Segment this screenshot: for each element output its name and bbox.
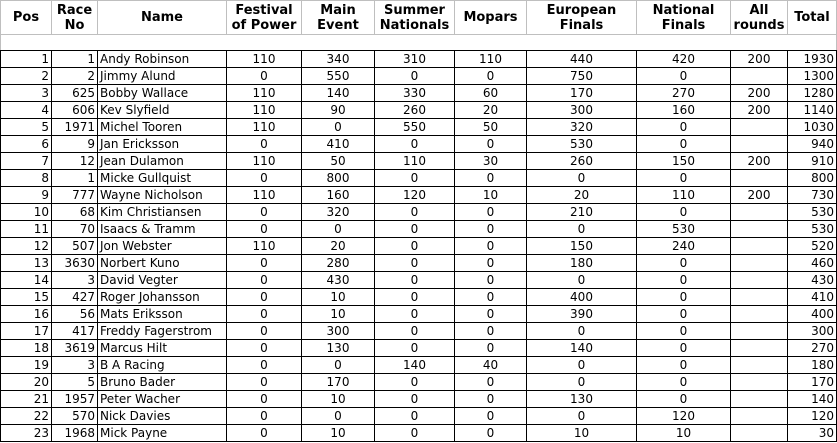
cell-total: 430 — [788, 272, 837, 289]
cell-name: David Vegter — [98, 272, 227, 289]
table-row — [1, 85, 837, 102]
cell-summer-nationals: 0 — [375, 255, 455, 272]
cell-festival-of-power: 0 — [227, 272, 302, 289]
cell-national-finals: 0 — [637, 357, 731, 374]
header-race-no: Race No — [52, 1, 98, 35]
cell-mopars: 0 — [455, 374, 527, 391]
cell-european-finals: 440 — [527, 51, 637, 68]
cell-main-event: 410 — [302, 136, 375, 153]
cell-european-finals: 260 — [527, 153, 637, 170]
cell-pos: 3 — [1, 85, 52, 102]
cell-total: 1140 — [788, 102, 837, 119]
cell-total: 530 — [788, 221, 837, 238]
cell-national-finals: 0 — [637, 68, 731, 85]
cell-national-finals: 240 — [637, 238, 731, 255]
cell-name: Andy Robinson — [98, 51, 227, 68]
cell-total: 1300 — [788, 68, 837, 85]
cell-total: 1930 — [788, 51, 837, 68]
cell-pos: 13 — [1, 255, 52, 272]
cell-european-finals: 140 — [527, 340, 637, 357]
cell-pos: 15 — [1, 289, 52, 306]
header-name: Name — [98, 1, 227, 35]
cell-main-event: 10 — [302, 425, 375, 442]
cell-summer-nationals: 0 — [375, 323, 455, 340]
cell-name: Nick Davies — [98, 408, 227, 425]
cell-race-no: 68 — [52, 204, 98, 221]
cell-race-no: 1 — [52, 170, 98, 187]
cell-name: Isaacs & Tramm — [98, 221, 227, 238]
cell-race-no: 2 — [52, 68, 98, 85]
cell-mopars: 0 — [455, 323, 527, 340]
cell-main-event: 20 — [302, 238, 375, 255]
cell-name: Kev Slyfield — [98, 102, 227, 119]
cell-summer-nationals: 0 — [375, 408, 455, 425]
cell-all-rounds — [731, 204, 788, 221]
cell-main-event: 50 — [302, 153, 375, 170]
cell-all-rounds: 200 — [731, 153, 788, 170]
cell-summer-nationals: 550 — [375, 119, 455, 136]
cell-summer-nationals: 0 — [375, 68, 455, 85]
cell-summer-nationals: 0 — [375, 425, 455, 442]
header-total: Total — [788, 1, 837, 35]
cell-national-finals: 0 — [637, 374, 731, 391]
cell-pos: 23 — [1, 425, 52, 442]
cell-race-no: 570 — [52, 408, 98, 425]
cell-name: Jean Dulamon — [98, 153, 227, 170]
cell-all-rounds — [731, 408, 788, 425]
cell-total: 1030 — [788, 119, 837, 136]
header-festival-of-power: Festival of Power — [227, 1, 302, 35]
cell-race-no: 9 — [52, 136, 98, 153]
header-main-event: Main Event — [302, 1, 375, 35]
header-european-finals: European Finals — [527, 1, 637, 35]
cell-all-rounds — [731, 255, 788, 272]
cell-european-finals: 180 — [527, 255, 637, 272]
cell-national-finals: 0 — [637, 170, 731, 187]
cell-mopars: 0 — [455, 238, 527, 255]
cell-all-rounds: 200 — [731, 187, 788, 204]
cell-name: Jon Webster — [98, 238, 227, 255]
cell-main-event: 550 — [302, 68, 375, 85]
cell-all-rounds — [731, 306, 788, 323]
cell-all-rounds — [731, 425, 788, 442]
cell-total: 300 — [788, 323, 837, 340]
cell-european-finals: 150 — [527, 238, 637, 255]
cell-mopars: 0 — [455, 204, 527, 221]
cell-national-finals: 110 — [637, 187, 731, 204]
cell-name: Kim Christiansen — [98, 204, 227, 221]
table-row — [1, 136, 837, 153]
cell-european-finals: 20 — [527, 187, 637, 204]
cell-main-event: 340 — [302, 51, 375, 68]
table-row — [1, 170, 837, 187]
cell-pos: 22 — [1, 408, 52, 425]
cell-pos: 4 — [1, 102, 52, 119]
header-mopars: Mopars — [455, 1, 527, 35]
cell-total: 180 — [788, 357, 837, 374]
cell-festival-of-power: 110 — [227, 85, 302, 102]
table-row — [1, 306, 837, 323]
cell-summer-nationals: 140 — [375, 357, 455, 374]
table-row — [1, 102, 837, 119]
cell-total: 940 — [788, 136, 837, 153]
cell-pos: 18 — [1, 340, 52, 357]
cell-mopars: 0 — [455, 289, 527, 306]
cell-mopars: 0 — [455, 221, 527, 238]
cell-festival-of-power: 0 — [227, 374, 302, 391]
cell-race-no: 606 — [52, 102, 98, 119]
table-row — [1, 153, 837, 170]
cell-summer-nationals: 0 — [375, 374, 455, 391]
cell-european-finals: 0 — [527, 408, 637, 425]
cell-national-finals: 0 — [637, 340, 731, 357]
cell-national-finals: 10 — [637, 425, 731, 442]
cell-total: 400 — [788, 306, 837, 323]
table-row — [1, 255, 837, 272]
cell-name: Bobby Wallace — [98, 85, 227, 102]
cell-summer-nationals: 0 — [375, 221, 455, 238]
cell-festival-of-power: 110 — [227, 238, 302, 255]
cell-summer-nationals: 0 — [375, 136, 455, 153]
cell-mopars: 40 — [455, 357, 527, 374]
cell-pos: 20 — [1, 374, 52, 391]
cell-main-event: 10 — [302, 289, 375, 306]
cell-main-event: 90 — [302, 102, 375, 119]
cell-mopars: 10 — [455, 187, 527, 204]
cell-festival-of-power: 0 — [227, 68, 302, 85]
cell-festival-of-power: 110 — [227, 119, 302, 136]
cell-name: Marcus Hilt — [98, 340, 227, 357]
cell-national-finals: 120 — [637, 408, 731, 425]
cell-national-finals: 530 — [637, 221, 731, 238]
cell-all-rounds — [731, 340, 788, 357]
cell-mopars: 0 — [455, 136, 527, 153]
cell-all-rounds — [731, 119, 788, 136]
cell-summer-nationals: 110 — [375, 153, 455, 170]
cell-main-event: 10 — [302, 391, 375, 408]
cell-festival-of-power: 0 — [227, 340, 302, 357]
cell-national-finals: 150 — [637, 153, 731, 170]
cell-total: 530 — [788, 204, 837, 221]
cell-main-event: 10 — [302, 306, 375, 323]
cell-festival-of-power: 0 — [227, 425, 302, 442]
cell-race-no: 1968 — [52, 425, 98, 442]
cell-name: Roger Johansson — [98, 289, 227, 306]
cell-total: 170 — [788, 374, 837, 391]
cell-race-no: 1 — [52, 51, 98, 68]
cell-festival-of-power: 110 — [227, 153, 302, 170]
cell-mopars: 0 — [455, 340, 527, 357]
cell-pos: 11 — [1, 221, 52, 238]
cell-summer-nationals: 120 — [375, 187, 455, 204]
cell-pos: 8 — [1, 170, 52, 187]
cell-european-finals: 130 — [527, 391, 637, 408]
cell-all-rounds — [731, 136, 788, 153]
cell-all-rounds: 200 — [731, 51, 788, 68]
cell-mopars: 0 — [455, 425, 527, 442]
table-row — [1, 68, 837, 85]
cell-summer-nationals: 0 — [375, 170, 455, 187]
cell-all-rounds — [731, 357, 788, 374]
cell-european-finals: 0 — [527, 221, 637, 238]
cell-race-no: 12 — [52, 153, 98, 170]
cell-european-finals: 210 — [527, 204, 637, 221]
cell-main-event: 140 — [302, 85, 375, 102]
cell-pos: 9 — [1, 187, 52, 204]
cell-european-finals: 0 — [527, 170, 637, 187]
cell-festival-of-power: 0 — [227, 391, 302, 408]
cell-pos: 19 — [1, 357, 52, 374]
header-pos: Pos — [1, 1, 52, 35]
cell-main-event: 320 — [302, 204, 375, 221]
cell-festival-of-power: 0 — [227, 221, 302, 238]
cell-all-rounds — [731, 323, 788, 340]
cell-mopars: 50 — [455, 119, 527, 136]
cell-pos: 2 — [1, 68, 52, 85]
cell-main-event: 280 — [302, 255, 375, 272]
cell-all-rounds — [731, 272, 788, 289]
cell-all-rounds — [731, 238, 788, 255]
cell-national-finals: 0 — [637, 119, 731, 136]
cell-festival-of-power: 0 — [227, 306, 302, 323]
cell-total: 910 — [788, 153, 837, 170]
cell-festival-of-power: 0 — [227, 289, 302, 306]
cell-name: Michel Tooren — [98, 119, 227, 136]
cell-main-event: 130 — [302, 340, 375, 357]
cell-festival-of-power: 0 — [227, 357, 302, 374]
cell-all-rounds: 200 — [731, 85, 788, 102]
cell-mopars: 110 — [455, 51, 527, 68]
cell-festival-of-power: 0 — [227, 408, 302, 425]
cell-main-event: 800 — [302, 170, 375, 187]
cell-name: Wayne Nicholson — [98, 187, 227, 204]
cell-race-no: 625 — [52, 85, 98, 102]
cell-national-finals: 0 — [637, 255, 731, 272]
cell-all-rounds — [731, 289, 788, 306]
cell-european-finals: 0 — [527, 374, 637, 391]
table-row — [1, 119, 837, 136]
cell-festival-of-power: 0 — [227, 136, 302, 153]
cell-european-finals: 170 — [527, 85, 637, 102]
cell-all-rounds — [731, 170, 788, 187]
table-row — [1, 187, 837, 204]
cell-national-finals: 160 — [637, 102, 731, 119]
cell-race-no: 3630 — [52, 255, 98, 272]
table-row — [1, 289, 837, 306]
cell-main-event: 0 — [302, 221, 375, 238]
cell-national-finals: 270 — [637, 85, 731, 102]
cell-name: Jan Ericksson — [98, 136, 227, 153]
cell-total: 800 — [788, 170, 837, 187]
table-row — [1, 204, 837, 221]
table-row — [1, 391, 837, 408]
cell-all-rounds — [731, 391, 788, 408]
cell-pos: 10 — [1, 204, 52, 221]
header-national-finals: National Finals — [637, 1, 731, 35]
cell-race-no: 1957 — [52, 391, 98, 408]
cell-main-event: 0 — [302, 357, 375, 374]
cell-summer-nationals: 0 — [375, 340, 455, 357]
table-row — [1, 323, 837, 340]
cell-total: 270 — [788, 340, 837, 357]
cell-european-finals: 10 — [527, 425, 637, 442]
cell-european-finals: 300 — [527, 102, 637, 119]
table-row — [1, 272, 837, 289]
cell-national-finals: 0 — [637, 323, 731, 340]
cell-main-event: 300 — [302, 323, 375, 340]
cell-pos: 14 — [1, 272, 52, 289]
cell-race-no: 507 — [52, 238, 98, 255]
cell-name: B A Racing — [98, 357, 227, 374]
header-row — [1, 1, 837, 35]
cell-mopars: 0 — [455, 408, 527, 425]
cell-festival-of-power: 110 — [227, 187, 302, 204]
table-row — [1, 357, 837, 374]
cell-race-no: 777 — [52, 187, 98, 204]
cell-european-finals: 0 — [527, 323, 637, 340]
standings-body — [1, 51, 837, 442]
cell-race-no: 3 — [52, 357, 98, 374]
cell-race-no: 3 — [52, 272, 98, 289]
cell-mopars: 0 — [455, 391, 527, 408]
cell-race-no: 417 — [52, 323, 98, 340]
cell-pos: 7 — [1, 153, 52, 170]
cell-summer-nationals: 0 — [375, 306, 455, 323]
cell-pos: 5 — [1, 119, 52, 136]
cell-pos: 21 — [1, 391, 52, 408]
cell-national-finals: 420 — [637, 51, 731, 68]
cell-pos: 6 — [1, 136, 52, 153]
cell-total: 460 — [788, 255, 837, 272]
cell-name: Mats Eriksson — [98, 306, 227, 323]
cell-main-event: 0 — [302, 408, 375, 425]
cell-name: Jimmy Alund — [98, 68, 227, 85]
cell-mopars: 0 — [455, 255, 527, 272]
cell-pos: 12 — [1, 238, 52, 255]
cell-summer-nationals: 260 — [375, 102, 455, 119]
cell-festival-of-power: 0 — [227, 255, 302, 272]
table-row — [1, 51, 837, 68]
cell-all-rounds — [731, 68, 788, 85]
cell-name: Peter Wacher — [98, 391, 227, 408]
cell-total: 1280 — [788, 85, 837, 102]
table-row — [1, 425, 837, 442]
cell-name: Micke Gullquist — [98, 170, 227, 187]
table-row — [1, 238, 837, 255]
table-row — [1, 221, 837, 238]
cell-national-finals: 0 — [637, 136, 731, 153]
cell-national-finals: 0 — [637, 204, 731, 221]
cell-mopars: 0 — [455, 170, 527, 187]
header-summer-nationals: Summer Nationals — [375, 1, 455, 35]
cell-total: 120 — [788, 408, 837, 425]
cell-national-finals: 0 — [637, 272, 731, 289]
cell-total: 410 — [788, 289, 837, 306]
cell-european-finals: 400 — [527, 289, 637, 306]
cell-mopars: 60 — [455, 85, 527, 102]
cell-name: Norbert Kuno — [98, 255, 227, 272]
cell-race-no: 1971 — [52, 119, 98, 136]
cell-summer-nationals: 0 — [375, 391, 455, 408]
cell-summer-nationals: 0 — [375, 289, 455, 306]
cell-total: 30 — [788, 425, 837, 442]
cell-summer-nationals: 310 — [375, 51, 455, 68]
cell-pos: 16 — [1, 306, 52, 323]
cell-national-finals: 0 — [637, 391, 731, 408]
cell-mopars: 20 — [455, 102, 527, 119]
cell-festival-of-power: 110 — [227, 51, 302, 68]
cell-pos: 17 — [1, 323, 52, 340]
cell-european-finals: 0 — [527, 272, 637, 289]
cell-european-finals: 0 — [527, 357, 637, 374]
cell-festival-of-power: 0 — [227, 204, 302, 221]
cell-mopars: 30 — [455, 153, 527, 170]
spacer-row — [1, 35, 837, 51]
cell-festival-of-power: 0 — [227, 323, 302, 340]
cell-all-rounds — [731, 374, 788, 391]
cell-main-event: 430 — [302, 272, 375, 289]
table-row — [1, 340, 837, 357]
cell-race-no: 56 — [52, 306, 98, 323]
cell-national-finals: 0 — [637, 289, 731, 306]
cell-european-finals: 320 — [527, 119, 637, 136]
table-row — [1, 408, 837, 425]
cell-race-no: 70 — [52, 221, 98, 238]
cell-mopars: 0 — [455, 68, 527, 85]
cell-summer-nationals: 0 — [375, 272, 455, 289]
cell-european-finals: 750 — [527, 68, 637, 85]
cell-race-no: 5 — [52, 374, 98, 391]
cell-european-finals: 530 — [527, 136, 637, 153]
table-row — [1, 374, 837, 391]
cell-festival-of-power: 0 — [227, 170, 302, 187]
spacer-cell — [1, 35, 837, 51]
cell-mopars: 0 — [455, 272, 527, 289]
cell-all-rounds — [731, 221, 788, 238]
cell-european-finals: 390 — [527, 306, 637, 323]
header-all-rounds: All rounds — [731, 1, 788, 35]
cell-race-no: 3619 — [52, 340, 98, 357]
cell-summer-nationals: 0 — [375, 204, 455, 221]
cell-main-event: 0 — [302, 119, 375, 136]
cell-main-event: 170 — [302, 374, 375, 391]
cell-total: 520 — [788, 238, 837, 255]
cell-race-no: 427 — [52, 289, 98, 306]
cell-name: Freddy Fagerstrom — [98, 323, 227, 340]
cell-total: 730 — [788, 187, 837, 204]
cell-festival-of-power: 110 — [227, 102, 302, 119]
cell-pos: 1 — [1, 51, 52, 68]
cell-mopars: 0 — [455, 306, 527, 323]
cell-all-rounds: 200 — [731, 102, 788, 119]
cell-name: Bruno Bader — [98, 374, 227, 391]
cell-national-finals: 0 — [637, 306, 731, 323]
cell-main-event: 160 — [302, 187, 375, 204]
cell-summer-nationals: 0 — [375, 238, 455, 255]
cell-name: Mick Payne — [98, 425, 227, 442]
cell-total: 140 — [788, 391, 837, 408]
cell-summer-nationals: 330 — [375, 85, 455, 102]
